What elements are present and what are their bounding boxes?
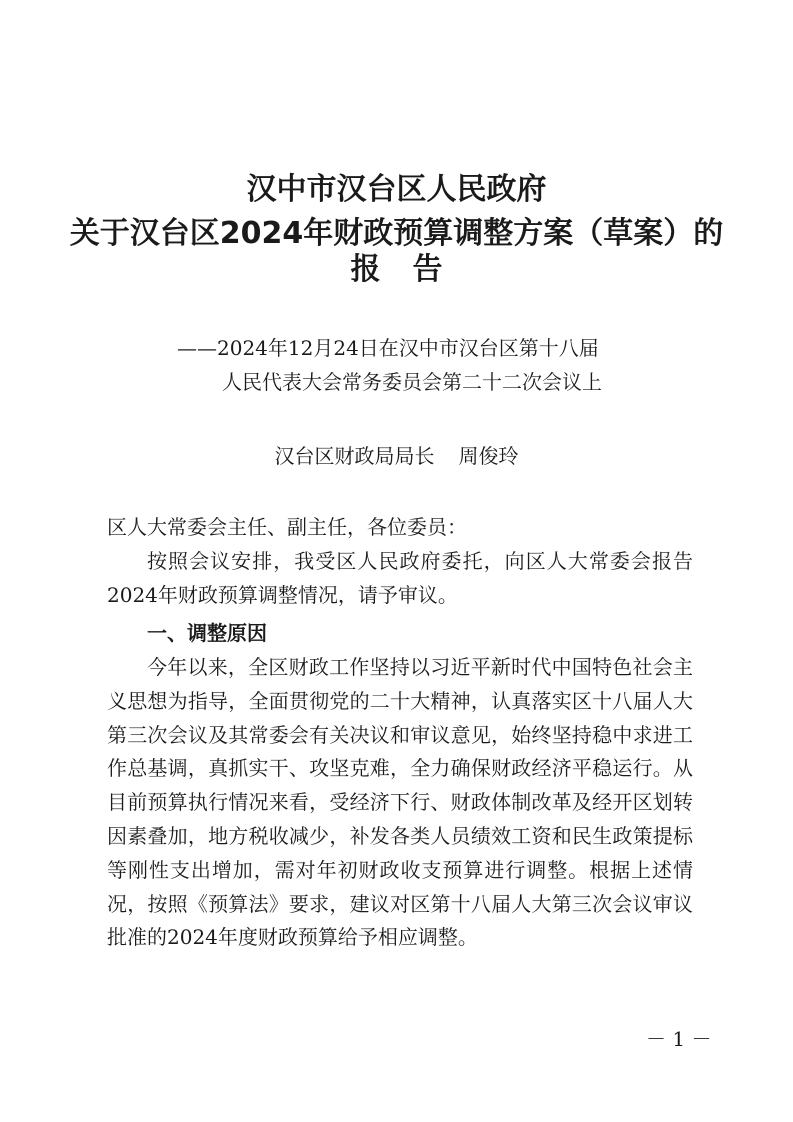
subtitle-line-2: 人民代表大会常务委员会第二十二次会议上 — [222, 370, 602, 394]
title-line-3: 报告 — [350, 252, 475, 287]
author-position: 汉台区财政局局长 — [274, 444, 435, 468]
author-name: 周俊玲 — [458, 444, 519, 468]
title-line-2: 关于汉台区2024年财政预算调整方案（草案）的 — [69, 216, 724, 251]
salutation: 区人大常委会主任、副主任，各位委员： — [107, 515, 467, 539]
section-heading: 一、调整原因 — [147, 621, 267, 645]
author-line — [0, 442, 793, 470]
subtitle-line-1: ——2024年12月24日在汉中市汉台区第十八届 — [177, 336, 599, 360]
paragraph-intro: 按照会议安排，我受区人民政府委托，向区人大常委会报告2024年财政预算调整情况，请予审议。 — [107, 549, 693, 607]
page-number: － 1 － — [646, 1027, 712, 1051]
paragraph-adjustment-reasons: 今年以来，全区财政工作坚持以习近平新时代中国特色社会主义思想为指导，全面贯彻党的二十大精神，认真落实区十八届人大第三次会议及其常委会有关决议和审议意见，始终坚持稳中求进工作总基调，真抓实干、攻坚克难，全力确保财政经济平稳运行。从目前预算执行情况来看，受经济下行、财政体制改革及经开区划转因素叠加，地方税收减少，补发各类人员绩效工资和民生政策提标等刚性支出增加，需对年初财政收支预算进行调整。根据上述情况，按照《预算法》要求，建议对区第十八届人大第三次会议审议批准的2024年度财政预算给予相应调整。 — [107, 655, 693, 950]
title-line-1: 汉中市汉台区人民政府 — [246, 172, 547, 207]
